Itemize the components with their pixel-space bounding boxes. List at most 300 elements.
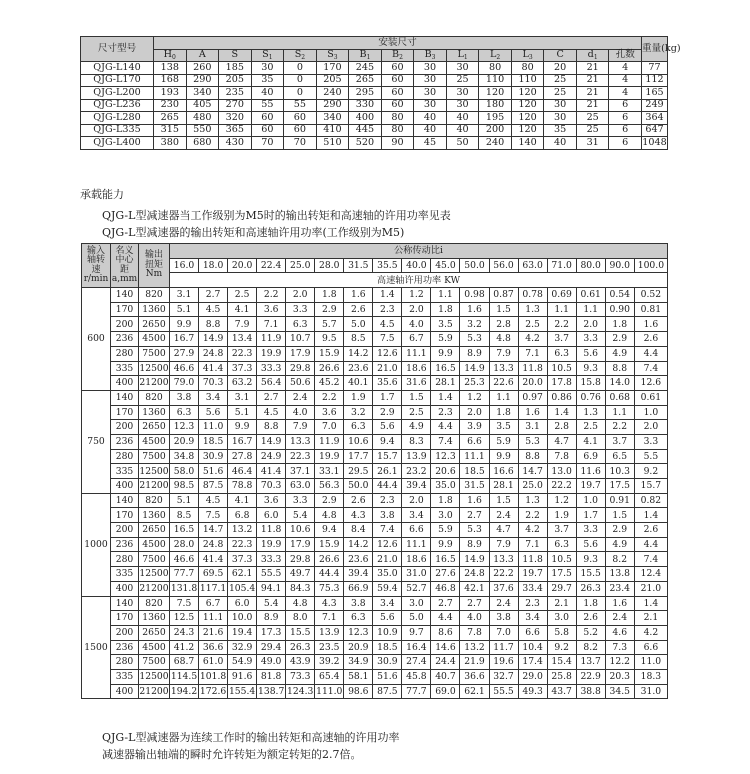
table-cell: 4.8 bbox=[489, 332, 518, 347]
table-cell: 25 bbox=[446, 74, 479, 87]
table-cell: 1.6 bbox=[518, 405, 547, 420]
table-cell: 46.6 bbox=[170, 361, 199, 376]
table-cell: 6.6 bbox=[402, 523, 431, 538]
table-cell: 40 bbox=[414, 112, 447, 125]
table-cell: 2.7 bbox=[257, 390, 286, 405]
table-cell: 23.6 bbox=[344, 552, 373, 567]
table-cell: 13.9 bbox=[315, 625, 344, 640]
table-cell: 60 bbox=[381, 62, 414, 75]
table-cell: 27.8 bbox=[228, 449, 257, 464]
table-cell: 50.0 bbox=[344, 479, 373, 494]
table-cell: 80 bbox=[479, 62, 512, 75]
table-cell: 4.4 bbox=[431, 420, 460, 435]
table-cell: 5.3 bbox=[460, 332, 489, 347]
table-cell: 25 bbox=[544, 74, 577, 87]
table-cell: 12.6 bbox=[373, 537, 402, 552]
table-cell: 39.2 bbox=[315, 655, 344, 670]
table-row bbox=[81, 74, 668, 87]
table-cell: 1.1 bbox=[605, 405, 634, 420]
table-cell: 230 bbox=[154, 99, 187, 112]
table-cell: 9.9 bbox=[431, 537, 460, 552]
table-cell: 6 bbox=[609, 112, 642, 125]
table-cell: 400 bbox=[111, 581, 139, 596]
table-cell: 37.1 bbox=[286, 464, 315, 479]
table-cell: 29.8 bbox=[286, 361, 315, 376]
table-cell: 15.7 bbox=[634, 479, 667, 494]
table-cell: 2.2 bbox=[547, 317, 576, 332]
table-cell: 0.78 bbox=[518, 288, 547, 303]
table-cell: 14.7 bbox=[199, 523, 228, 538]
table-cell: 7.1 bbox=[518, 537, 547, 552]
table-cell: 0.87 bbox=[489, 288, 518, 303]
table-cell: 140 bbox=[111, 596, 139, 611]
table-cell: 11.7 bbox=[489, 640, 518, 655]
table-cell: 172.6 bbox=[199, 685, 227, 697]
table-cell: 2.0 bbox=[402, 493, 431, 508]
table-cell: 37.6 bbox=[489, 581, 518, 596]
table-row bbox=[82, 508, 668, 523]
table-cell: 340 bbox=[186, 87, 219, 100]
table-cell: 480 bbox=[186, 112, 219, 125]
table-cell: 14.9 bbox=[460, 361, 489, 376]
table-cell: 24.8 bbox=[460, 567, 489, 582]
table-cell: 165 bbox=[642, 87, 668, 100]
table-cell: 4 bbox=[609, 74, 642, 87]
table-cell: 1.6 bbox=[605, 596, 634, 611]
dim-symbol: 孔数 bbox=[615, 49, 635, 61]
table-cell: 46.4 bbox=[228, 464, 257, 479]
table-cell: 41.4 bbox=[257, 464, 286, 479]
table-cell: 19.9 bbox=[257, 537, 286, 552]
table-cell: 4.9 bbox=[402, 420, 431, 435]
dim-subscript: 3 bbox=[333, 53, 338, 61]
table-cell: 69.5 bbox=[199, 567, 228, 582]
table-cell: 15.5 bbox=[576, 567, 605, 582]
table-cell: 10.3 bbox=[605, 464, 634, 479]
table-cell: 51.6 bbox=[373, 669, 402, 684]
table-cell: 3.2 bbox=[460, 317, 489, 332]
table-cell: 39.4 bbox=[344, 567, 373, 582]
header-dim-3 bbox=[251, 49, 284, 62]
table-cell: 11.8 bbox=[518, 552, 547, 567]
header-dim-7 bbox=[381, 49, 414, 62]
header-line: r/min bbox=[83, 273, 109, 284]
capacity-table bbox=[81, 243, 668, 699]
table-cell: 19.7 bbox=[518, 567, 547, 582]
table-cell: 4.9 bbox=[605, 346, 634, 361]
table-cell: 3.3 bbox=[634, 434, 667, 449]
table-cell: 25.3 bbox=[460, 376, 489, 391]
table-cell: 14.9 bbox=[460, 552, 489, 567]
table-cell: 1.8 bbox=[605, 317, 634, 332]
table-cell: 131.8 bbox=[170, 583, 198, 595]
table-cell: 11.1 bbox=[460, 449, 489, 464]
table-cell: 3.4 bbox=[373, 596, 402, 611]
table-cell: 18.6 bbox=[402, 361, 431, 376]
table-cell: 10.7 bbox=[286, 332, 315, 347]
header-line: 输出 bbox=[144, 250, 163, 261]
ratio-header-cell: 71.0 bbox=[547, 258, 576, 273]
table-cell: 2.3 bbox=[373, 493, 402, 508]
table-cell: 5.7 bbox=[315, 317, 344, 332]
table-cell: 140 bbox=[111, 390, 139, 405]
table-cell: 3.3 bbox=[286, 302, 315, 317]
table-cell: 200 bbox=[111, 420, 139, 435]
table-cell: 56.3 bbox=[315, 479, 344, 494]
table-cell: 3.8 bbox=[373, 508, 402, 523]
table-cell: 28.0 bbox=[170, 537, 199, 552]
table-cell: 26.3 bbox=[286, 640, 315, 655]
table-cell: 4.0 bbox=[460, 611, 489, 626]
table-cell: 20.9 bbox=[170, 434, 199, 449]
table-cell: 11.8 bbox=[518, 361, 547, 376]
table-cell: 22.3 bbox=[228, 346, 257, 361]
table-cell: 120 bbox=[511, 99, 544, 112]
table-row bbox=[82, 655, 668, 670]
table-cell: 19.4 bbox=[228, 625, 257, 640]
table-cell: 11.8 bbox=[257, 523, 286, 538]
table-cell: 27.6 bbox=[431, 567, 460, 582]
table-cell: 11.0 bbox=[199, 420, 228, 435]
table-cell: 36.6 bbox=[460, 669, 489, 684]
table-cell: 1.8 bbox=[431, 493, 460, 508]
table-cell: 20.3 bbox=[605, 669, 634, 684]
table-cell: 15.8 bbox=[576, 376, 605, 391]
table-cell: 410 bbox=[316, 124, 349, 137]
header-center-distance bbox=[111, 244, 139, 288]
table-cell: 101.8 bbox=[199, 671, 227, 683]
table-cell: 40 bbox=[251, 87, 284, 100]
table-cell: 34.9 bbox=[344, 655, 373, 670]
table-cell: 140 bbox=[111, 493, 139, 508]
dim-subscript: 2 bbox=[496, 53, 501, 61]
table-cell: 2.4 bbox=[489, 596, 518, 611]
table-cell: 14.2 bbox=[344, 537, 373, 552]
table-cell: 9.7 bbox=[402, 625, 431, 640]
dim-symbol: B bbox=[392, 48, 400, 60]
table-cell: 12500 bbox=[139, 465, 169, 477]
table-cell: 5.6 bbox=[199, 405, 228, 420]
table-cell: 6.3 bbox=[286, 317, 315, 332]
table-cell: 4.3 bbox=[315, 596, 344, 611]
table-cell: 112 bbox=[642, 74, 668, 87]
table-cell: 15.9 bbox=[315, 346, 344, 361]
table-cell: 50.6 bbox=[286, 376, 315, 391]
table-cell: 200 bbox=[111, 317, 139, 332]
table-cell: 35.0 bbox=[431, 479, 460, 494]
table-cell: 10.5 bbox=[547, 552, 576, 567]
dim-symbol: d bbox=[587, 48, 594, 60]
table-cell: 6.8 bbox=[228, 508, 257, 523]
table-cell: 70 bbox=[251, 137, 284, 150]
table-cell: 40 bbox=[544, 137, 577, 150]
table-cell: 10.4 bbox=[518, 640, 547, 655]
table-cell: 90 bbox=[381, 137, 414, 150]
table-cell: 21200 bbox=[139, 377, 169, 389]
table-cell: 13.9 bbox=[402, 449, 431, 464]
table-cell: 27.9 bbox=[170, 346, 199, 361]
table-cell: 2.4 bbox=[286, 390, 315, 405]
table-cell: 4500 bbox=[139, 537, 170, 552]
table-cell: 21200 bbox=[139, 685, 169, 697]
table-cell: 2.6 bbox=[634, 332, 667, 347]
table-row bbox=[81, 87, 668, 100]
table-cell: 280 bbox=[111, 449, 139, 464]
table-cell: 7.5 bbox=[170, 596, 199, 611]
table-cell: 4.0 bbox=[402, 317, 431, 332]
table-cell: 105.4 bbox=[228, 583, 256, 595]
table-cell: 17.8 bbox=[547, 376, 576, 391]
table-cell: 23.6 bbox=[344, 361, 373, 376]
intro-line: QJG-L型减速器当工作级别为M5时的输出转矩和高速轴的许用功率见表 bbox=[102, 209, 451, 222]
table-cell: 15.9 bbox=[315, 537, 344, 552]
table-cell: 12500 bbox=[139, 671, 169, 683]
table-cell: 5.0 bbox=[344, 317, 373, 332]
table-cell: 13.7 bbox=[576, 655, 605, 670]
header-dim-14 bbox=[609, 49, 642, 62]
table-cell: 820 bbox=[139, 596, 170, 611]
table-cell: 8.5 bbox=[344, 332, 373, 347]
header-line: 速 bbox=[91, 264, 101, 275]
header-dim-0 bbox=[154, 49, 187, 62]
dim-symbol: A bbox=[198, 49, 206, 61]
table-cell: 63.0 bbox=[286, 479, 315, 494]
table-cell: 11.1 bbox=[402, 346, 431, 361]
table-cell: 42.1 bbox=[460, 581, 489, 596]
table-cell: 9.4 bbox=[373, 434, 402, 449]
table-cell: 340 bbox=[316, 112, 349, 125]
header-line: 输入 bbox=[86, 245, 105, 256]
header-dim-6 bbox=[349, 49, 382, 62]
table-cell: 5.9 bbox=[431, 332, 460, 347]
table-cell: 170 bbox=[111, 302, 139, 317]
input-speed-cell: 600 bbox=[82, 288, 111, 391]
table-cell: 1.0 bbox=[634, 405, 667, 420]
table-cell: 185 bbox=[219, 62, 252, 75]
table-cell: 34.8 bbox=[170, 449, 199, 464]
table-cell: 7.9 bbox=[489, 346, 518, 361]
table-cell: 6.6 bbox=[634, 640, 667, 655]
table-cell: 4.2 bbox=[634, 625, 667, 640]
table-cell: 3.0 bbox=[402, 596, 431, 611]
table-cell: 62.1 bbox=[460, 684, 489, 699]
table-cell: 50 bbox=[446, 137, 479, 150]
ratio-header-cell: 100.0 bbox=[634, 258, 667, 273]
table-cell: 280 bbox=[111, 346, 139, 361]
header-dim-8 bbox=[414, 49, 447, 62]
table-cell: 13.0 bbox=[547, 464, 576, 479]
table-cell: 0.52 bbox=[634, 288, 667, 303]
table-cell: 24.4 bbox=[431, 655, 460, 670]
table-cell: 4.7 bbox=[489, 523, 518, 538]
table-cell: 0.61 bbox=[634, 390, 667, 405]
table-cell: 7.9 bbox=[489, 537, 518, 552]
table-cell: 4.1 bbox=[228, 302, 257, 317]
table-cell: 18.5 bbox=[460, 464, 489, 479]
table-cell: 5.0 bbox=[402, 611, 431, 626]
table-cell: 2.0 bbox=[460, 405, 489, 420]
dim-symbol: L bbox=[489, 48, 497, 60]
table-cell: 180 bbox=[479, 99, 512, 112]
table-cell: 25 bbox=[576, 112, 609, 125]
table-cell: 20 bbox=[544, 62, 577, 75]
table-cell: 1.4 bbox=[373, 288, 402, 303]
table-cell: 12.6 bbox=[634, 376, 667, 391]
table-cell: 26.1 bbox=[373, 464, 402, 479]
table-cell: 14.7 bbox=[518, 464, 547, 479]
table-row bbox=[82, 434, 668, 449]
table-cell: 3.7 bbox=[605, 434, 634, 449]
table-cell: 1.3 bbox=[576, 405, 605, 420]
table-cell: 2.9 bbox=[373, 405, 402, 420]
dim-symbol: B bbox=[424, 48, 432, 60]
table-cell: 77 bbox=[642, 62, 668, 75]
header-line: a,mm bbox=[111, 273, 138, 284]
table-cell: 0.90 bbox=[605, 302, 634, 317]
table-cell: 2650 bbox=[139, 317, 170, 332]
table-cell: 31.0 bbox=[634, 684, 667, 699]
table-cell: 4.1 bbox=[228, 493, 257, 508]
ratio-header-cell: 28.0 bbox=[315, 258, 344, 273]
table-cell: 320 bbox=[219, 112, 252, 125]
table-cell: 13.2 bbox=[460, 640, 489, 655]
table-cell: 46.6 bbox=[170, 552, 199, 567]
table-cell: 2.4 bbox=[605, 611, 634, 626]
table-cell: 140 bbox=[111, 288, 139, 303]
table-cell: 60 bbox=[284, 124, 317, 137]
table-cell: 200 bbox=[111, 625, 139, 640]
table-cell: 0.54 bbox=[605, 288, 634, 303]
table-cell: 12.3 bbox=[170, 420, 199, 435]
ratio-header-cell: 35.5 bbox=[373, 258, 402, 273]
table-cell: 8.8 bbox=[518, 449, 547, 464]
table-cell: 1.4 bbox=[547, 405, 576, 420]
table-cell: 2.8 bbox=[489, 317, 518, 332]
table-cell: 30 bbox=[414, 87, 447, 100]
table-cell: 8.2 bbox=[605, 552, 634, 567]
table-cell: 80 bbox=[381, 112, 414, 125]
table-cell: 17.7 bbox=[344, 449, 373, 464]
table-cell: 7500 bbox=[139, 655, 170, 670]
ratio-header-cell: 25.0 bbox=[286, 258, 315, 273]
table-row bbox=[82, 361, 668, 376]
table-cell: 24.9 bbox=[257, 449, 286, 464]
table-cell: 1.5 bbox=[489, 493, 518, 508]
table-cell: 58.0 bbox=[170, 464, 199, 479]
table-cell: 24.3 bbox=[170, 625, 199, 640]
table-cell: 7500 bbox=[139, 552, 170, 567]
ratio-header-cell: 16.0 bbox=[170, 258, 199, 273]
table-cell: 280 bbox=[111, 655, 139, 670]
table-cell: 11.9 bbox=[257, 332, 286, 347]
table-cell: 62.1 bbox=[228, 567, 257, 582]
table-cell: 22.6 bbox=[489, 376, 518, 391]
dim-subscript: 1 bbox=[463, 53, 468, 61]
table-cell: 820 bbox=[139, 288, 170, 303]
table-cell: 55 bbox=[284, 99, 317, 112]
table-cell: 4.5 bbox=[199, 493, 228, 508]
table-cell: 111.0 bbox=[316, 685, 343, 697]
table-cell: 28.1 bbox=[489, 479, 518, 494]
table-row bbox=[82, 684, 668, 699]
table-cell: 23.5 bbox=[315, 640, 344, 655]
table-cell: 17.9 bbox=[286, 346, 315, 361]
table-cell: 200 bbox=[479, 124, 512, 137]
table-cell: 55.5 bbox=[257, 567, 286, 582]
table-row bbox=[82, 390, 668, 405]
table-cell: 1048 bbox=[642, 136, 667, 148]
table-cell: 400 bbox=[111, 479, 139, 494]
table-cell: 3.6 bbox=[257, 302, 286, 317]
table-cell: 58.1 bbox=[344, 669, 373, 684]
table-cell: 236 bbox=[111, 640, 139, 655]
table-row bbox=[82, 346, 668, 361]
table-row bbox=[82, 523, 668, 538]
table-cell: 7.8 bbox=[547, 449, 576, 464]
table-cell: 5.4 bbox=[286, 508, 315, 523]
table-cell: 400 bbox=[111, 376, 139, 391]
table-cell: 26.6 bbox=[315, 552, 344, 567]
table-cell: 12.6 bbox=[373, 346, 402, 361]
table-cell: 21.0 bbox=[373, 361, 402, 376]
table-cell: 44.4 bbox=[315, 567, 344, 582]
table-row bbox=[82, 302, 668, 317]
table-cell: 170 bbox=[316, 62, 349, 75]
table-cell: 19.7 bbox=[576, 479, 605, 494]
table-cell: 0 bbox=[284, 62, 317, 75]
table-cell: 80 bbox=[511, 62, 544, 75]
table-cell: 6.3 bbox=[547, 537, 576, 552]
table-cell: 114.5 bbox=[170, 671, 198, 683]
table-cell: 40.7 bbox=[431, 669, 460, 684]
dim-symbol: S bbox=[231, 49, 239, 61]
table-cell: 87.5 bbox=[199, 479, 228, 494]
table-cell: 2.5 bbox=[518, 317, 547, 332]
table-cell: 1.8 bbox=[489, 405, 518, 420]
table-cell: 6.5 bbox=[605, 449, 634, 464]
table-cell: 2.6 bbox=[634, 523, 667, 538]
header-dim-1 bbox=[186, 49, 219, 62]
table-cell: 290 bbox=[316, 99, 349, 112]
table-cell: 10.6 bbox=[286, 523, 315, 538]
table-cell: 8.9 bbox=[460, 346, 489, 361]
table-cell: 6.6 bbox=[460, 434, 489, 449]
table-cell: 33.4 bbox=[518, 581, 547, 596]
table-cell: 4.1 bbox=[576, 434, 605, 449]
table-cell: QJG-L335 bbox=[81, 124, 154, 137]
table-cell: 32.9 bbox=[228, 640, 257, 655]
header-dim-10 bbox=[479, 49, 512, 62]
table-cell: 7.3 bbox=[605, 640, 634, 655]
table-cell: 6.0 bbox=[228, 596, 257, 611]
table-cell: 260 bbox=[186, 62, 219, 75]
table-cell: 15.4 bbox=[547, 655, 576, 670]
table-cell: 60 bbox=[381, 74, 414, 87]
table-cell: 8.2 bbox=[576, 640, 605, 655]
table-row bbox=[82, 332, 668, 347]
table-cell: 249 bbox=[642, 99, 668, 112]
table-row bbox=[82, 669, 668, 684]
table-cell: 49.3 bbox=[518, 684, 547, 699]
table-cell: 0.68 bbox=[605, 390, 634, 405]
header-weight: 重量(kg) bbox=[642, 37, 668, 62]
table-cell: 1.4 bbox=[431, 390, 460, 405]
table-cell: 3.8 bbox=[489, 611, 518, 626]
table-cell: 38.8 bbox=[576, 684, 605, 699]
table-cell: 1360 bbox=[139, 508, 170, 523]
table-cell: 41.4 bbox=[199, 552, 228, 567]
table-cell: 1.1 bbox=[576, 302, 605, 317]
